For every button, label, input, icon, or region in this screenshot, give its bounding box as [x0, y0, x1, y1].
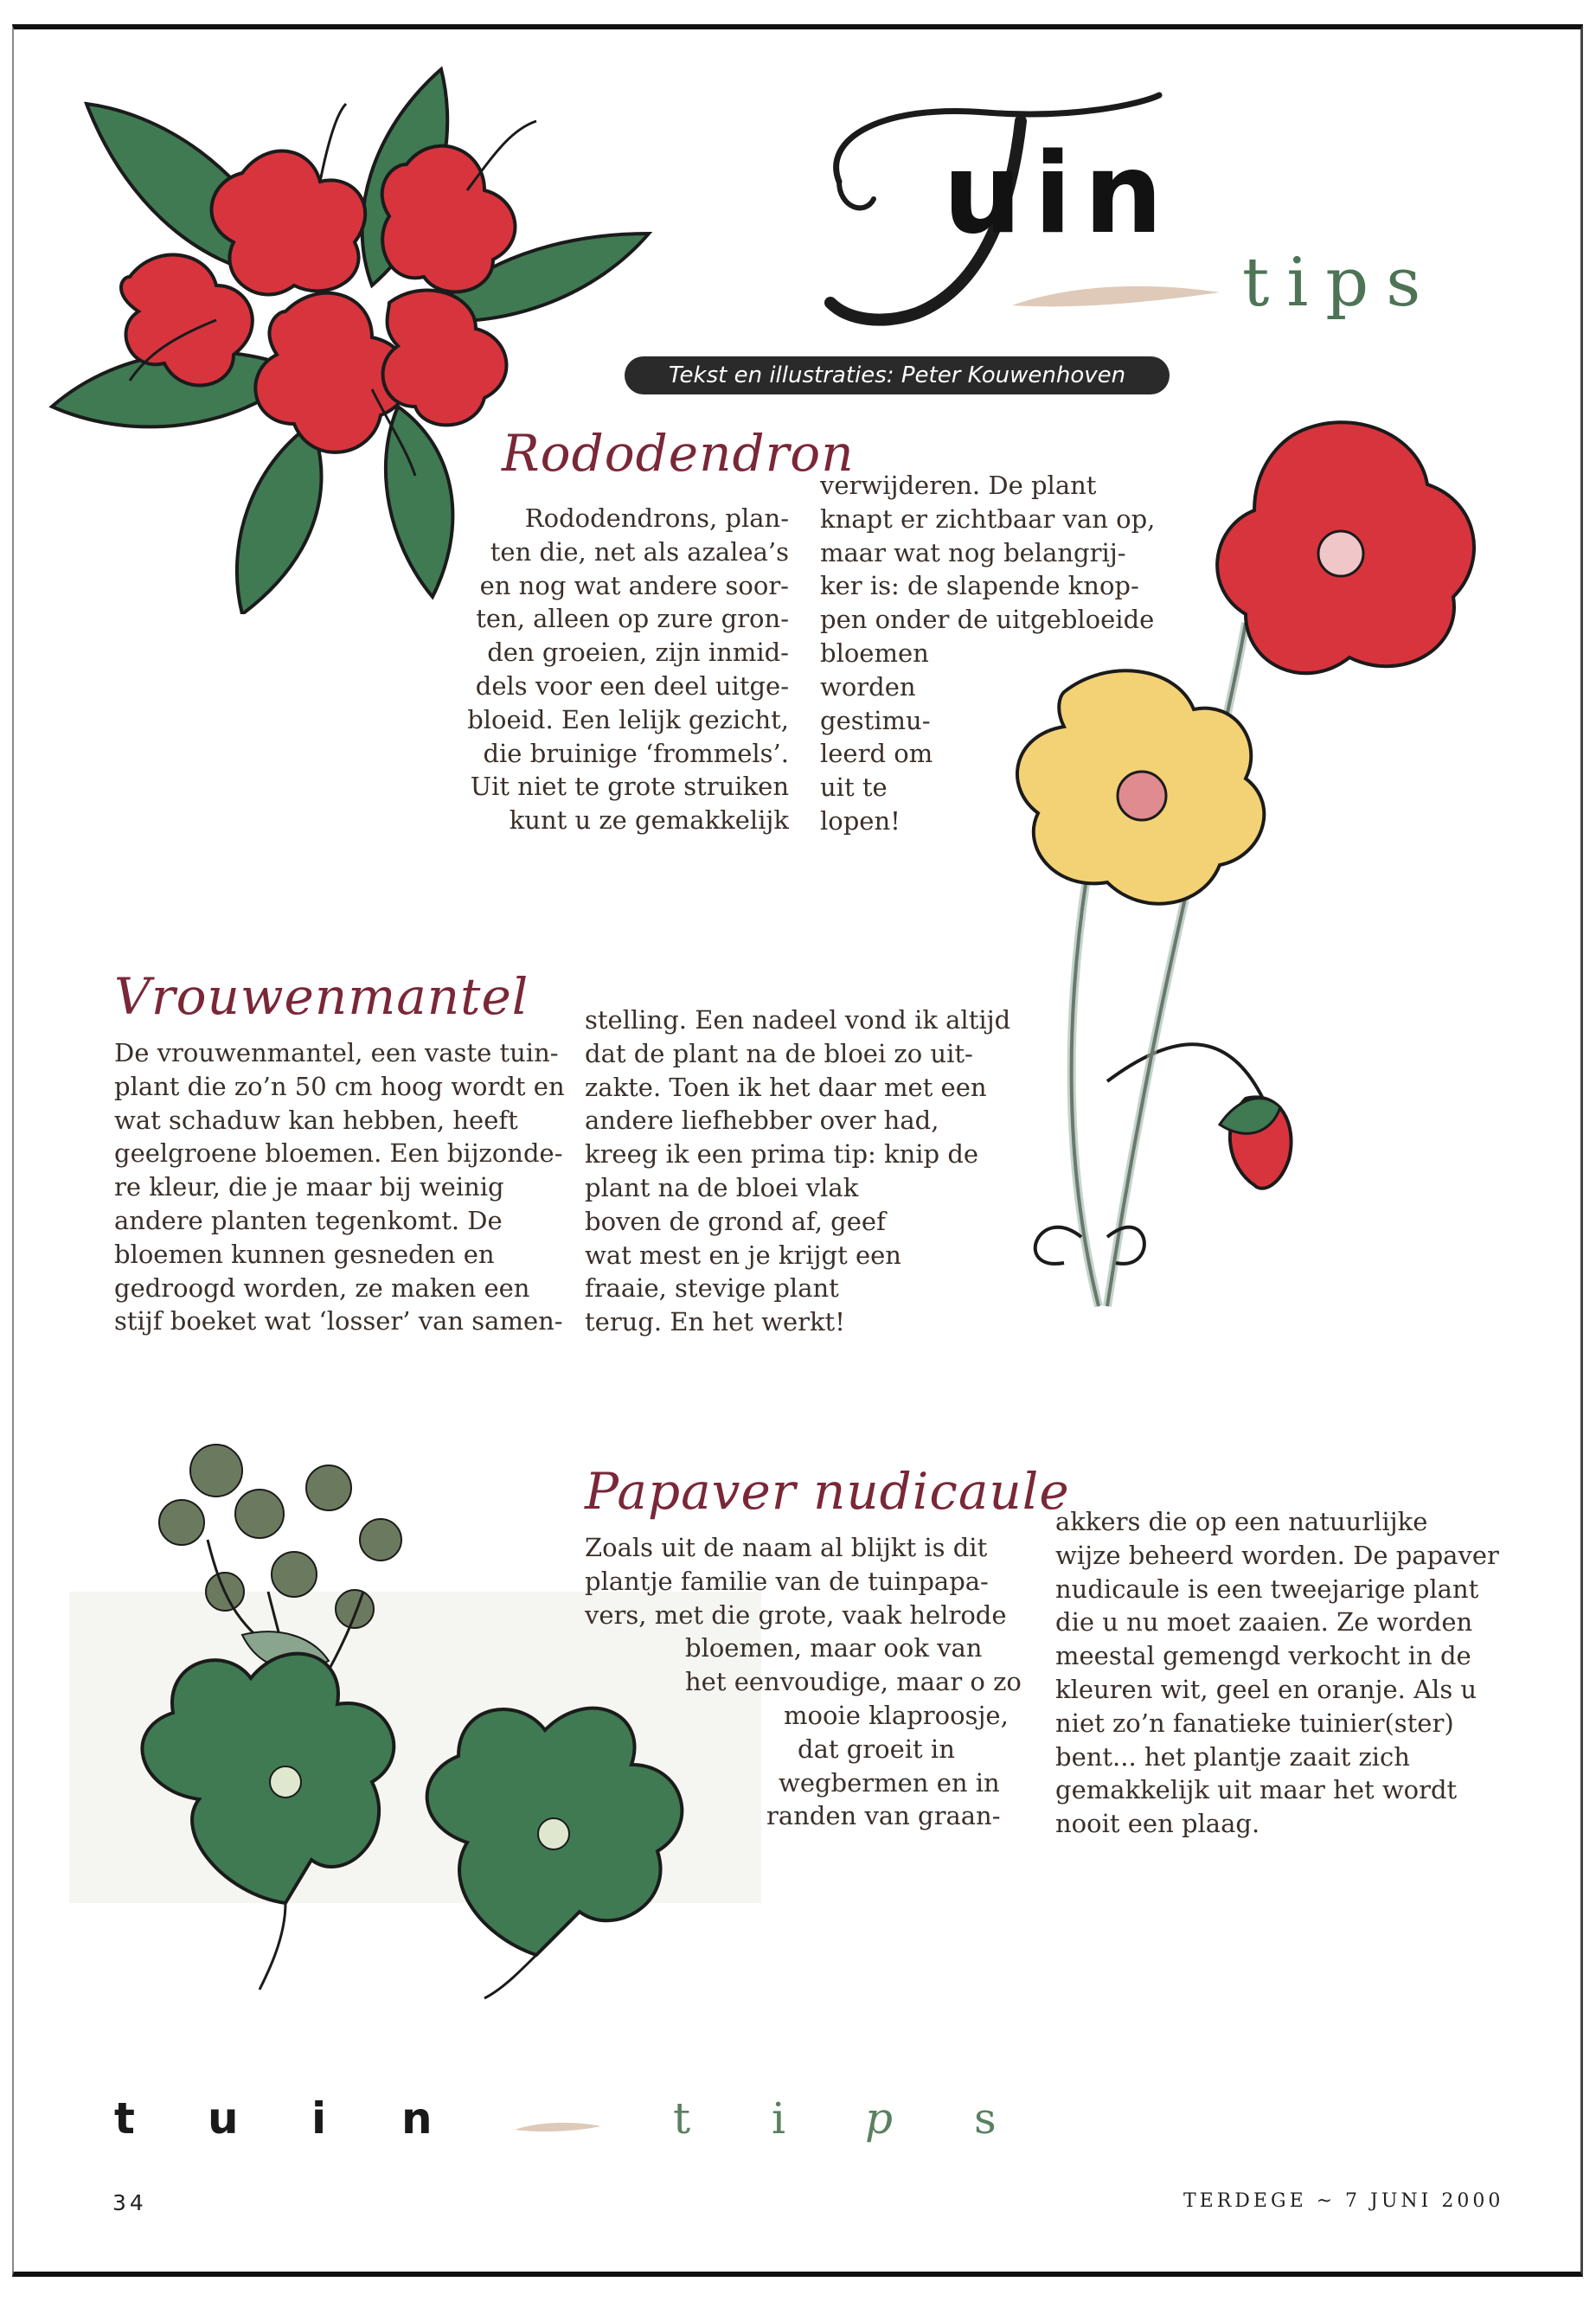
- text-line: geelgroene bloemen. Een bijzonde-: [114, 1138, 563, 1169]
- text-line: dat de plant na de bloei zo uit-: [585, 1038, 973, 1068]
- text-line: bloeid. Een lelijk gezicht,: [467, 704, 789, 734]
- text-line: dat groeit in: [798, 1734, 955, 1764]
- heading-vrouwenmantel: Vrouwenmantel: [114, 967, 529, 1026]
- text-line: ten, alleen op zure gron-: [476, 604, 789, 634]
- text-line: en nog wat andere soor-: [479, 570, 789, 600]
- footer-letter-t: t: [114, 2093, 135, 2144]
- byline: Tekst en illustraties: Peter Kouwenhoven: [625, 356, 1170, 394]
- text-line: kunt u ze gemakkelijk: [509, 805, 789, 836]
- rododendron-column-2: [820, 469, 1156, 838]
- heading-rododendron: Rododendron: [502, 424, 855, 483]
- text-line: wijze beheerd worden. De papaver: [1055, 1540, 1499, 1570]
- text-line: bloemen, maar ook van: [685, 1633, 983, 1663]
- text-line: mooie klaproosje,: [784, 1700, 1009, 1730]
- text-line: bent... het plantje zaait zich: [1055, 1741, 1410, 1772]
- footer-letter-i: i: [311, 2093, 327, 2144]
- text-line: Zoals uit de naam al blijkt is dit: [585, 1533, 988, 1562]
- vrouwenmantel-column-2: [585, 1003, 1011, 1339]
- text-line: zakte. Toen ik het daar met een: [585, 1072, 987, 1102]
- text-line: wat mest en je krijgt een: [585, 1240, 901, 1270]
- text-line: leerd om: [820, 739, 933, 769]
- text-line: ker is: de slapende knop-: [820, 571, 1139, 601]
- text-line: Rododendrons, plan-: [524, 503, 789, 533]
- footer-letter-u: u: [208, 2093, 239, 2144]
- text-line: terug. En het werkt!: [585, 1307, 845, 1337]
- text-line: vers, met die grote, vaak helrode: [585, 1599, 1007, 1630]
- text-line: plantje familie van de tuinpapa-: [585, 1566, 989, 1596]
- text-line: gemakkelijk uit maar het wordt: [1055, 1775, 1458, 1805]
- text-line: randen van graan-: [766, 1801, 1001, 1831]
- title-brush-stroke: [1003, 275, 1228, 318]
- text-line: worden: [820, 671, 916, 702]
- text-line: plant na de bloei vlak: [585, 1172, 859, 1202]
- page-number: 34: [112, 2190, 147, 2215]
- text-line: re kleur, die je maar bij weinig: [114, 1172, 504, 1202]
- text-line: akkers die op een natuurlijke: [1055, 1507, 1428, 1536]
- text-line: meestal gemengd verkocht in de: [1055, 1641, 1471, 1671]
- text-line: boven de grond af, geef: [585, 1206, 886, 1236]
- footer-letter-p: p: [865, 2093, 894, 2144]
- text-line: lopen!: [820, 805, 901, 836]
- footer-letter-s: s: [974, 2093, 997, 2144]
- text-line: kleuren wit, geel en oranje. Als u: [1055, 1674, 1477, 1704]
- text-line: nudicaule is een tweejarige plant: [1055, 1574, 1479, 1604]
- text-line: verwijderen. De plant: [820, 471, 1097, 500]
- text-line: andere liefhebber over had,: [585, 1106, 939, 1136]
- footer-letter-n: n: [401, 2093, 433, 2144]
- text-line: nooit een plaag.: [1055, 1809, 1260, 1839]
- magazine-date: TERDEGE ~ 7 JUNI 2000: [1183, 2190, 1504, 2212]
- text-line: het eenvoudige, maar o zo: [685, 1667, 1022, 1697]
- text-line: fraaie, stevige plant: [585, 1273, 839, 1304]
- text-line: bloemen kunnen gesneden en: [114, 1239, 495, 1269]
- text-line: die bruinige ‘frommels’.: [483, 738, 789, 768]
- text-line: ten die, net als azalea’s: [490, 536, 789, 567]
- text-line: knapt er zichtbaar van op,: [820, 503, 1156, 534]
- text-line: dels voor een deel uitge-: [475, 670, 789, 701]
- text-line: wegbermen en in: [779, 1767, 1000, 1798]
- text-line: maar wat nog belangrij-: [820, 537, 1126, 567]
- vrouwenmantel-column-1: [114, 1036, 564, 1338]
- text-line: Uit niet te grote struiken: [470, 772, 789, 802]
- rododendron-column-1: [460, 502, 789, 837]
- footer-brush-stroke: [510, 2118, 606, 2135]
- text-line: den groeien, zijn inmid-: [487, 638, 789, 668]
- heading-papaver-nudicaule: Papaver nudicaule: [585, 1462, 1070, 1521]
- text-line: gestimu-: [820, 705, 931, 735]
- papaver-column-2: [1055, 1505, 1505, 1841]
- text-line: gedroogd worden, ze maken een: [114, 1272, 530, 1303]
- text-line: plant die zo’n 50 cm hoog wordt en: [114, 1071, 565, 1101]
- text-line: bloemen: [820, 638, 929, 668]
- footer-letter-i2: i: [772, 2093, 785, 2144]
- text-line: wat schaduw kan hebben, heeft: [114, 1105, 518, 1135]
- text-line: stelling. Een nadeel vond ik altijd: [585, 1005, 1011, 1035]
- text-line: niet zo’n fanatieke tuinier(ster): [1055, 1708, 1454, 1738]
- title-main: uin: [943, 130, 1176, 259]
- text-line: De vrouwenmantel, een vaste tuin-: [114, 1038, 559, 1067]
- footer-letter-t2: t: [673, 2093, 691, 2144]
- text-line: andere planten tegenkomt. De: [114, 1205, 503, 1235]
- text-line: kreeg ik een prima tip: knip de: [585, 1139, 979, 1170]
- text-line: stijf boeket wat ‘losser’ van samen-: [114, 1306, 563, 1336]
- text-line: pen onder de uitgebloeide: [820, 605, 1155, 635]
- papaver-column-1: [585, 1531, 1022, 1833]
- text-line: die u nu moet zaaien. Ze worden: [1055, 1607, 1473, 1638]
- text-line: uit te: [820, 772, 888, 803]
- title-sub: tips: [1242, 244, 1439, 322]
